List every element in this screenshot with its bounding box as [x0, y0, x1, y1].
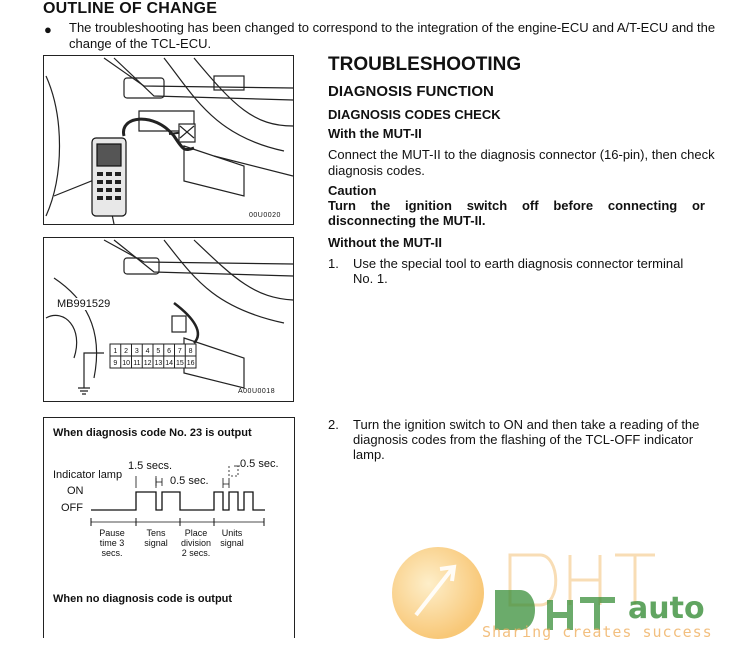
mut-connection-illustration [44, 56, 293, 224]
connector-pin-5: 5 [156, 348, 161, 355]
outline-text: The troubleshooting has been changed to correspond to the integration of the engine-ECU and A/T-ECU and the change of the TCL-ECU. [69, 20, 716, 51]
diagnosis-connector-illustration [44, 238, 293, 401]
indicator-lamp-label: Indicator lamp [53, 469, 123, 481]
connector-pin-6: 6 [167, 348, 172, 355]
caution-text: Turn the ignition switch off before connecting or disconnecting the MUT-II. [328, 198, 705, 228]
step-2 [328, 417, 708, 465]
bullet-icon: ● [44, 22, 52, 37]
connector-pin-grid [110, 344, 196, 368]
timing-title-output: When diagnosis code No. 23 is output [53, 427, 252, 439]
with-mut-heading: With the MUT-II [328, 126, 422, 141]
caution-heading: Caution [328, 183, 377, 198]
outline-heading: OUTLINE OF CHANGE [43, 0, 218, 17]
connector-pin-12: 12 [143, 360, 152, 367]
without-mut-heading: Without the MUT-II [328, 235, 442, 250]
off-label: OFF [61, 502, 83, 514]
connector-pin-3: 3 [134, 348, 139, 355]
connector-pin-9: 9 [113, 360, 118, 367]
step-2-number: 2. [328, 417, 339, 432]
connector-pin-11: 11 [133, 360, 141, 367]
connector-pin-14: 14 [165, 360, 174, 367]
connector-pin-7: 7 [177, 348, 182, 355]
units-label: Units signal [220, 528, 244, 548]
pause-label: Pause time 3 secs. [99, 528, 125, 558]
time-0-5-label-b: 0.5 sec. [240, 458, 279, 470]
time-1-5-label: 1.5 secs. [128, 460, 173, 472]
step-1-number: 1. [328, 256, 339, 271]
connector-pin-16: 16 [186, 360, 195, 367]
time-0-5-label-a: 0.5 sec. [170, 475, 209, 487]
watermark-brand: auto [628, 591, 705, 626]
watermark-tagline: Sharing creates success [482, 623, 713, 641]
step-2-text: Turn the ignition switch to ON and then take a reading of the diagnosis codes from the flashing of the TCL-OFF indicator lamp. [353, 417, 700, 462]
tens-label: Tens signal [144, 528, 168, 548]
step-1 [328, 256, 708, 290]
figure-code: 00U0020 [249, 212, 281, 219]
on-label: ON [67, 485, 84, 497]
connector-pin-1: 1 [113, 348, 118, 355]
figure-mut-connection [43, 55, 294, 225]
connector-pin-10: 10 [122, 360, 131, 367]
mut-ii-device [92, 138, 126, 216]
place-label: Place division 2 secs. [180, 528, 211, 558]
figure-diagnosis-connector [43, 237, 294, 402]
with-mut-text: Connect the MUT-II to the diagnosis connector (16-pin), then check diagnosis codes. [328, 147, 715, 178]
timing-title-no-output: When no diagnosis code is output [53, 593, 233, 605]
connector-pin-15: 15 [175, 360, 184, 367]
connector-pin-8: 8 [188, 348, 193, 355]
connector-pin-4: 4 [145, 348, 150, 355]
connector-pin-13: 13 [154, 360, 163, 367]
figure-code: A00U0018 [238, 388, 276, 395]
tool-label: MB991529 [57, 298, 111, 310]
watermark [390, 545, 739, 645]
step-1-text: Use the special tool to earth diagnosis connector terminal No. 1. [353, 256, 684, 286]
section-function: DIAGNOSIS FUNCTION [328, 83, 494, 100]
section-codes-check: DIAGNOSIS CODES CHECK [328, 107, 501, 122]
figure-timing-diagram [43, 417, 295, 638]
connector-pin-2: 2 [124, 348, 129, 355]
section-title: TROUBLESHOOTING [328, 54, 522, 75]
